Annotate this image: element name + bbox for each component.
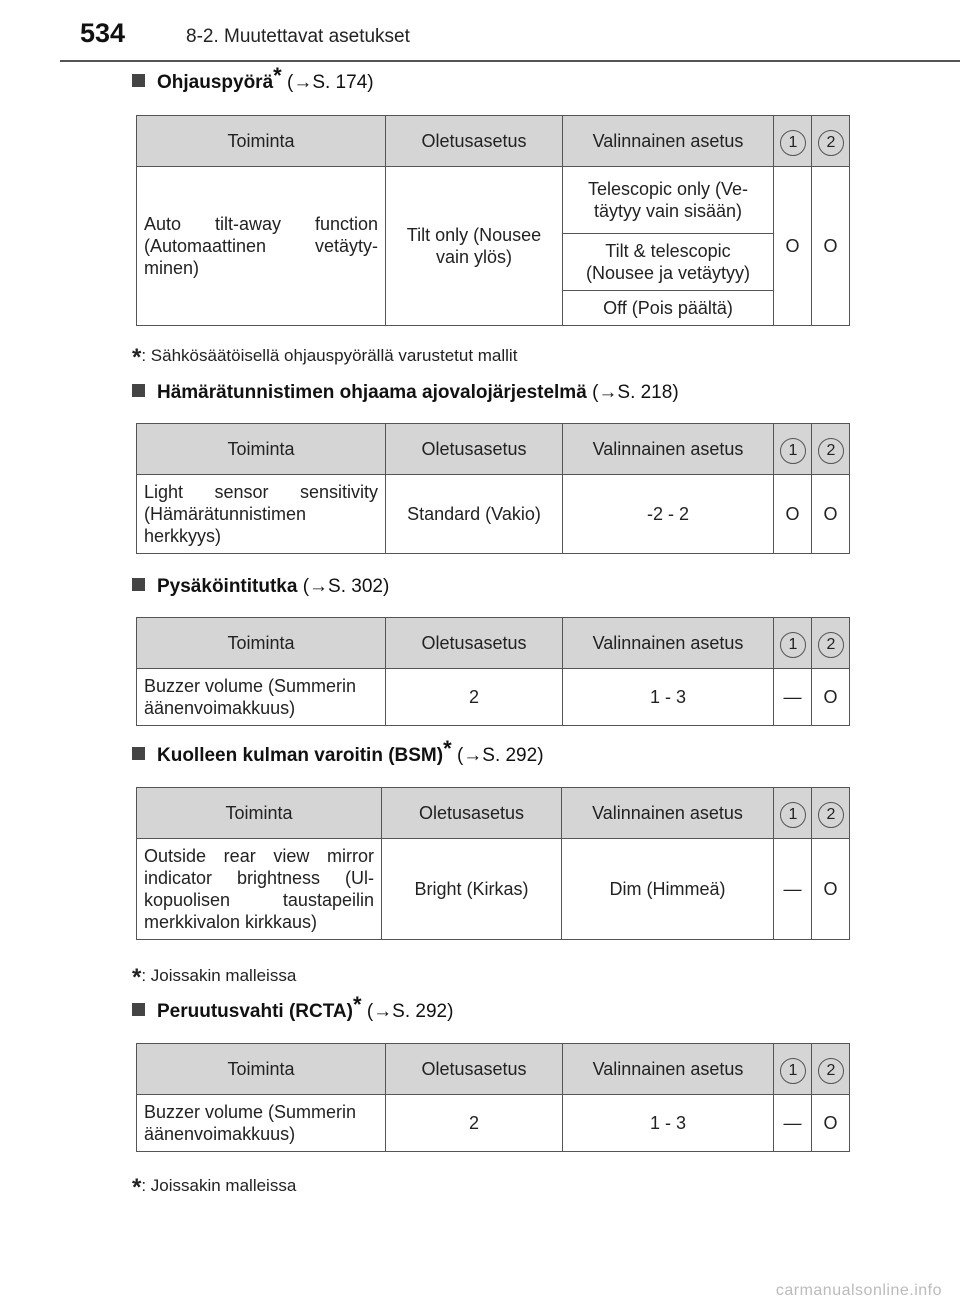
table-header-row bbox=[137, 1044, 850, 1095]
column-header-2 bbox=[812, 1044, 850, 1095]
column-header-function: Toiminta bbox=[137, 424, 386, 475]
cell-col2: O bbox=[812, 669, 850, 726]
column-header-1 bbox=[774, 116, 812, 167]
watermark: carmanualsonline.info bbox=[775, 1282, 942, 1299]
column-header-function: Toiminta bbox=[137, 618, 386, 669]
cell-col1: — bbox=[774, 669, 812, 726]
asterisk: * bbox=[443, 735, 452, 761]
circled-number-1-icon: 1 bbox=[780, 1058, 806, 1084]
square-bullet-icon bbox=[132, 1003, 145, 1016]
footnote-text: : Sähkösäätöisellä ohjauspyörällä varustetut mallit bbox=[141, 346, 518, 365]
circled-number-1-icon: 1 bbox=[780, 802, 806, 828]
column-header-optional: Valinnainen asetus bbox=[563, 618, 774, 669]
table-row bbox=[137, 1095, 850, 1152]
page-header bbox=[0, 0, 960, 62]
section-heading-title: Ohjauspyörä bbox=[157, 72, 274, 93]
circled-number-2-icon: 2 bbox=[818, 802, 844, 828]
page-reference: (→S. 292) bbox=[456, 745, 544, 766]
column-header-2 bbox=[812, 618, 850, 669]
cell-option: 1 - 3 bbox=[563, 669, 774, 726]
asterisk: * bbox=[352, 991, 362, 1017]
square-bullet-icon bbox=[132, 578, 145, 591]
section-heading-title: Pysäköintitutka bbox=[157, 576, 298, 597]
cell-col1: O bbox=[774, 167, 812, 326]
cell-default: Standard (Vakio) bbox=[386, 475, 563, 554]
column-header-optional: Valinnainen asetus bbox=[562, 788, 774, 839]
cell-col2: O bbox=[812, 475, 850, 554]
section-heading-title: Hämärätunnistimen ohjaama ajovalojärjestelmä bbox=[157, 382, 587, 403]
section-heading-blind-spot-monitor bbox=[132, 735, 544, 767]
column-header-default: Oletusasetus bbox=[386, 618, 563, 669]
section-title: 8-2. Muutettavat asetukset bbox=[186, 26, 410, 47]
cell-col2: O bbox=[812, 839, 850, 940]
column-header-1 bbox=[774, 424, 812, 475]
page-reference: (→S. 292) bbox=[366, 1001, 454, 1022]
cell-function: Buzzer volume (Summerin äänenvoimakkuus) bbox=[137, 669, 386, 726]
cell-option: -2 - 2 bbox=[563, 475, 774, 554]
asterisk: * bbox=[132, 344, 142, 371]
footnote bbox=[132, 960, 297, 991]
footnote bbox=[132, 340, 518, 371]
footnote bbox=[132, 1170, 297, 1201]
column-header-function: Toiminta bbox=[137, 116, 386, 167]
cell-col2: O bbox=[812, 167, 850, 326]
settings-table-light-sensor bbox=[136, 423, 850, 554]
table-header-row bbox=[137, 116, 850, 167]
circled-number-1-icon: 1 bbox=[780, 632, 806, 658]
section-heading-light-sensor bbox=[132, 382, 679, 404]
cell-default: 2 bbox=[386, 669, 563, 726]
cell-function: Auto tilt-away function (Automaattinen vetäytyminen) bbox=[137, 167, 386, 326]
table-header-row bbox=[137, 788, 850, 839]
settings-table-blind-spot-monitor bbox=[136, 787, 850, 940]
column-header-1 bbox=[774, 618, 812, 669]
square-bullet-icon bbox=[132, 747, 145, 760]
asterisk: * bbox=[273, 62, 282, 88]
settings-table-parking-sensor bbox=[136, 617, 850, 726]
square-bullet-icon bbox=[132, 384, 145, 397]
cell-col1: O bbox=[774, 475, 812, 554]
table-header-row bbox=[137, 424, 850, 475]
cell-option: 1 - 3 bbox=[563, 1095, 774, 1152]
settings-table-rear-cross-traffic bbox=[136, 1043, 850, 1152]
cell-option: Telescopic only (Vetäytyy vain sisään) bbox=[563, 167, 774, 234]
table-row bbox=[137, 669, 850, 726]
cell-option: Tilt & telescopic (Nousee ja vetäytyy) bbox=[563, 234, 774, 291]
circled-number-2-icon: 2 bbox=[818, 1058, 844, 1084]
column-header-1 bbox=[774, 788, 812, 839]
column-header-optional: Valinnainen asetus bbox=[563, 424, 774, 475]
circled-number-1-icon: 1 bbox=[780, 130, 806, 156]
column-header-function: Toiminta bbox=[137, 788, 382, 839]
page-reference: (→S. 174) bbox=[287, 72, 374, 93]
column-header-default: Oletusasetus bbox=[386, 116, 563, 167]
column-header-2 bbox=[812, 424, 850, 475]
column-header-1 bbox=[774, 1044, 812, 1095]
cell-function: Outside rear view mirror indicator brightness (Ulkopuolisen taustapeilin merkkivalon kirkkaus) bbox=[137, 839, 382, 940]
section-heading-parking-sensor bbox=[132, 576, 389, 598]
table-row bbox=[137, 839, 850, 940]
cell-option: Dim (Himmeä) bbox=[562, 839, 774, 940]
settings-table-steering-wheel bbox=[136, 115, 850, 326]
column-header-default: Oletusasetus bbox=[382, 788, 562, 839]
circled-number-2-icon: 2 bbox=[818, 130, 844, 156]
table-row bbox=[137, 167, 850, 234]
table-row bbox=[137, 475, 850, 554]
column-header-default: Oletusasetus bbox=[386, 1044, 563, 1095]
circled-number-2-icon: 2 bbox=[818, 438, 844, 464]
column-header-optional: Valinnainen asetus bbox=[563, 116, 774, 167]
cell-col1: — bbox=[774, 1095, 812, 1152]
cell-col1: — bbox=[774, 839, 812, 940]
column-header-optional: Valinnainen asetus bbox=[563, 1044, 774, 1095]
page-reference: (→S. 302) bbox=[302, 576, 390, 597]
column-header-default: Oletusasetus bbox=[386, 424, 563, 475]
asterisk: * bbox=[132, 964, 142, 991]
section-heading-steering-wheel bbox=[132, 62, 374, 94]
header-rule bbox=[60, 60, 960, 62]
cell-default: Tilt only (Nousee vain ylös) bbox=[386, 167, 563, 326]
table-header-row bbox=[137, 618, 850, 669]
cell-col2: O bbox=[812, 1095, 850, 1152]
square-bullet-icon bbox=[132, 74, 145, 87]
circled-number-1-icon: 1 bbox=[780, 438, 806, 464]
asterisk: * bbox=[132, 1174, 142, 1201]
column-header-function: Toiminta bbox=[137, 1044, 386, 1095]
section-heading-rear-cross-traffic bbox=[132, 991, 454, 1023]
footnote-text: : Joissakin malleissa bbox=[141, 1176, 297, 1195]
column-header-2 bbox=[812, 788, 850, 839]
section-heading-title: Kuolleen kulman varoitin (BSM) bbox=[157, 745, 444, 766]
cell-function: Buzzer volume (Summerin äänenvoimakkuus) bbox=[137, 1095, 386, 1152]
cell-option: Off (Pois päältä) bbox=[563, 291, 774, 326]
cell-default: Bright (Kirkas) bbox=[382, 839, 562, 940]
section-heading-title: Peruutusvahti (RCTA) bbox=[157, 1001, 353, 1022]
footnote-text: : Joissakin malleissa bbox=[141, 966, 297, 985]
page-number: 534 bbox=[80, 18, 126, 48]
page-reference: (→S. 218) bbox=[592, 382, 679, 403]
cell-function: Light sensor sensitivity (Hämärätunnistimen herkkyys) bbox=[137, 475, 386, 554]
circled-number-2-icon: 2 bbox=[818, 632, 844, 658]
cell-default: 2 bbox=[386, 1095, 563, 1152]
column-header-2 bbox=[812, 116, 850, 167]
